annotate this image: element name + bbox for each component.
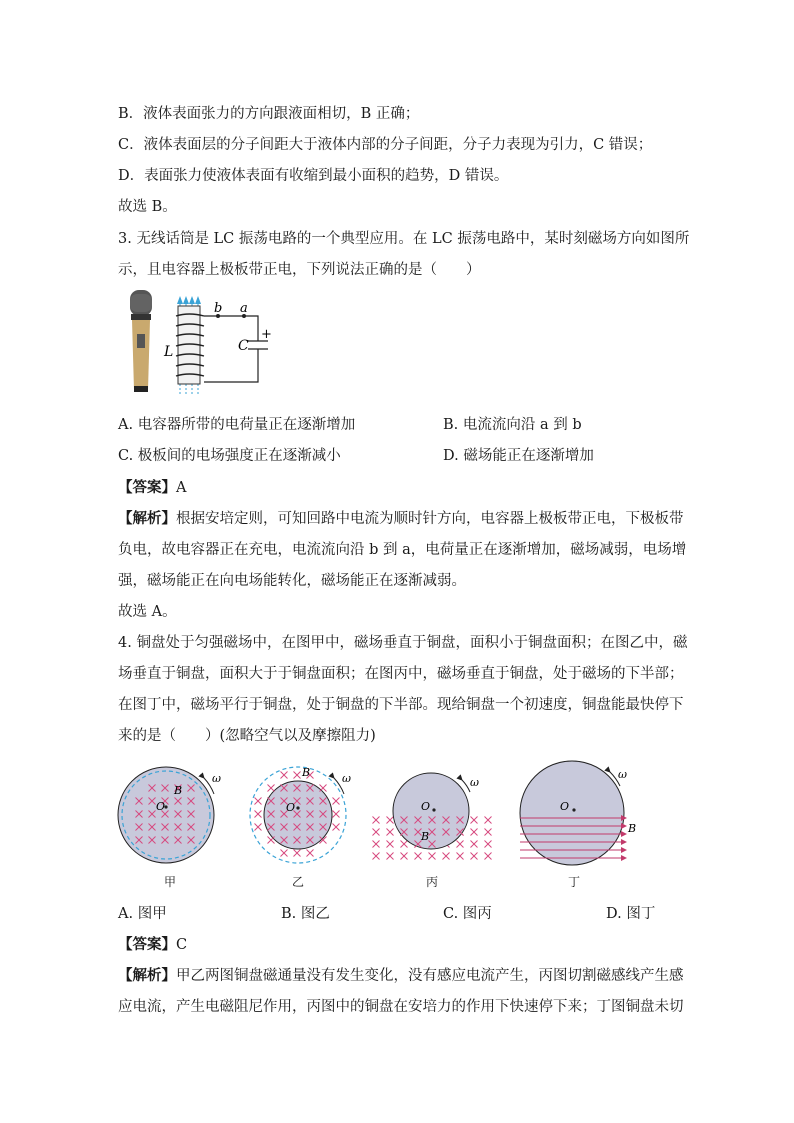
q3-option-b[interactable]: B. 电流流向沿 a 到 b [443,417,582,433]
label-O: O [286,801,296,814]
q3-choose: 故选 A。 [118,604,177,620]
label-L: L [164,344,174,360]
q4-option-b[interactable]: B. 图乙 [281,906,330,922]
label-B: B [628,822,637,835]
answer-tag: 【答案】 [118,480,176,496]
label-B: B [302,766,311,779]
q3-option-d[interactable]: D. 磁场能正在逐渐增加 [443,448,594,464]
label-omega: ω [212,772,221,785]
caption-yi: 乙 [292,875,305,889]
disk-yi [250,766,351,863]
disk-ding [520,761,636,865]
answer-tag: 【答案】 [118,937,176,953]
label-O: O [560,800,570,813]
q3-answer [118,478,186,498]
q4-option-d[interactable]: D. 图丁 [606,906,656,922]
q3-option-a[interactable]: A. 电容器所带的电荷量正在逐渐增加 [118,417,356,433]
text-line-d: D．表面张力使液体表面有收缩到最小面积的趋势，D 错误。 [118,168,509,184]
label-C: C [238,338,249,354]
q4-stem-line2: 场垂直于铜盘，面积大于于铜盘面积；在图丙中，磁场垂直于铜盘，处于磁场的下半部； [118,666,684,682]
caption-jia: 甲 [164,875,177,889]
q4-analysis-line2: 应电流，产生电磁阻尼作用，丙图中的铜盘在安培力的作用下快速停下来；丁图铜盘未切 [118,999,684,1015]
analysis-text: 甲乙两图铜盘磁通量没有发生变化，没有感应电流产生，丙图切割磁感线产生感 [176,968,684,984]
q4-option-c[interactable]: C. 图丙 [443,906,492,922]
answer-value: C [176,937,188,953]
q3-option-c[interactable]: C. 极板间的电场强度正在逐渐减小 [118,448,341,464]
label-a: a [240,301,248,316]
label-b: b [214,301,223,316]
q4-stem-line1: 4. 铜盘处于匀强磁场中，在图甲中，磁场垂直于铜盘，面积小于铜盘面积；在图乙中，磁 [118,635,688,651]
q4-stem-line4: 来的是（ ）(忽略空气以及摩擦阻力) [118,728,376,744]
text-line-b: B．液体表面张力的方向跟液面相切，B 正确； [118,106,420,122]
answer-value: A [176,480,187,496]
label-B: B [421,830,430,843]
analysis-text: 根据安培定则，可知回路中电流为顺时针方向，电容器上极板带正电，下极板带 [176,511,684,527]
q4-analysis-line1 [118,966,684,986]
q3-analysis-line1 [118,509,684,529]
q3-analysis-line2: 负电，故电容器正在充电，电流流向沿 b 到 a，电荷量正在逐渐增加，磁场减弱，电场增 [118,542,687,558]
copper-disk-figure [116,758,646,893]
analysis-tag: 【解析】 [118,511,176,527]
label-omega: ω [342,772,351,785]
disk-jia [118,767,221,863]
disk-bing [373,773,492,860]
label-plus: + [261,327,272,342]
q4-option-a[interactable]: A. 图甲 [118,906,167,922]
microphone-icon [130,290,152,392]
label-omega: ω [618,768,627,781]
q3-stem-line1: 3. 无线话筒是 LC 振荡电路的一个典型应用。在 LC 振荡电路中，某时刻磁场方向如图所 [118,231,690,247]
q3-stem-line2: 示，且电容器上极板带正电，下列说法正确的是（ ） [118,262,481,278]
label-O: O [421,800,431,813]
caption-bing: 丙 [426,875,439,889]
label-O: O [156,800,166,813]
lc-circuit-figure [118,286,278,398]
analysis-tag: 【解析】 [118,968,176,984]
label-B: B [174,784,183,797]
q3-analysis-line3: 强，磁场能正在向电场能转化，磁场能正在逐渐减弱。 [118,573,466,589]
label-omega: ω [470,776,479,789]
q4-answer [118,935,187,955]
q4-stem-line3: 在图丁中，磁场平行于铜盘，处于铜盘的下半部。现给铜盘一个初速度，铜盘能最快停下 [118,697,684,713]
caption-ding: 丁 [568,875,581,889]
text-choose-b: 故选 B。 [118,199,177,215]
text-line-c: C．液体表面层的分子间距大于液体内部的分子间距，分子力表现为引力，C 错误； [118,137,653,153]
